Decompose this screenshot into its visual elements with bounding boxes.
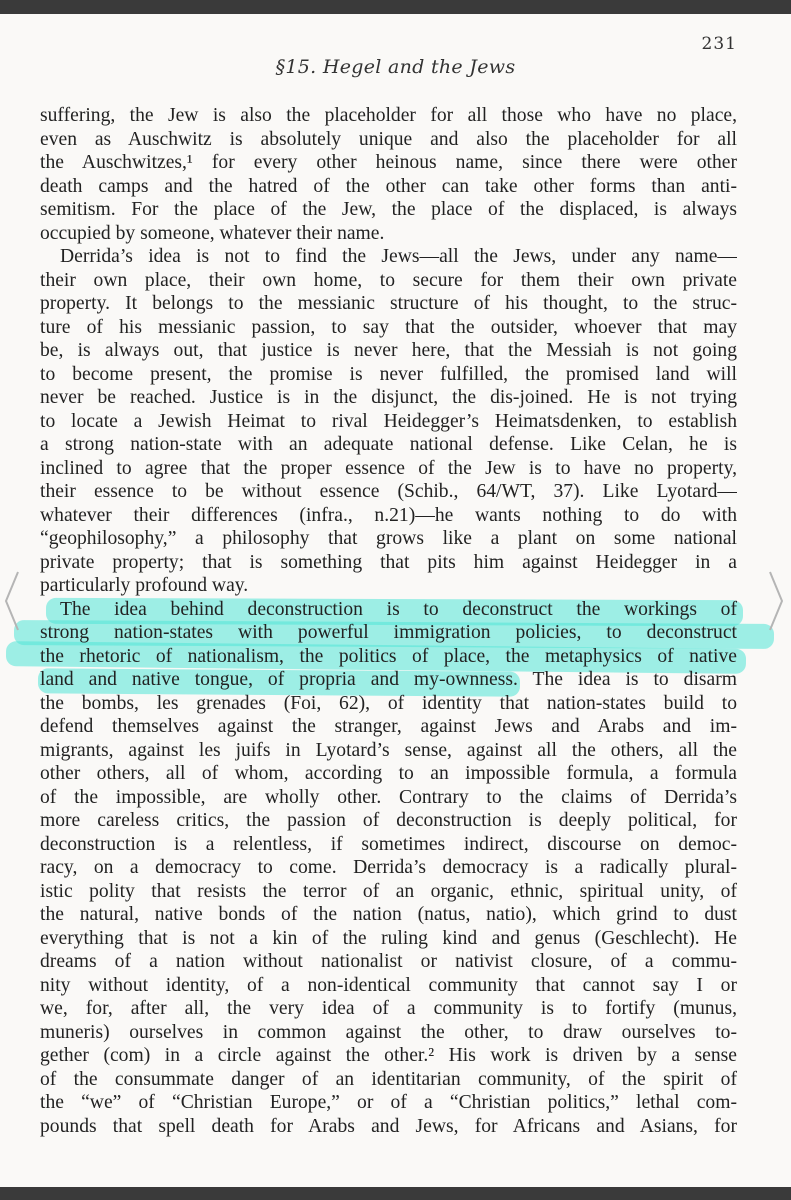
text-line: migrants, against les juifs in Lyotard’s sense, against all the others, all the (40, 739, 737, 761)
text-line: the “we” of “Christian Europe,” or of a “Christian politics,” lethal com- (40, 1092, 737, 1113)
text-line: we, for, after all, the very idea of a community is to fortify (munus, (40, 998, 737, 1019)
text-line: the Auschwitzes,¹ for every other heinous name, since there were other (40, 152, 737, 173)
text-line: istic polity that resists the terror of an organic, ethnic, spiritual unity, of (40, 880, 737, 902)
text-line: strong nation-states with powerful immigration policies, to deconstruct (40, 622, 737, 643)
text-line: “geophilosophy,” a philosophy that grows like a plant on some national (40, 528, 737, 549)
text-line: whatever their differences (infra., n.21)—he wants nothing to do with (40, 504, 737, 526)
text-line: other others, all of whom, according to an impossible formula, a formula (40, 763, 737, 784)
text-line: the natural, native bonds of the nation (natus, natio), which grind to dust (40, 904, 737, 925)
text-line: gether (com) in a circle against the other.² His work is driven by a sense (40, 1045, 737, 1066)
chevron-right-icon (762, 566, 788, 636)
text-line: of the impossible, are wholly other. Contrary to the claims of Derrida’s (40, 786, 737, 808)
text-line: particularly profound way. (40, 575, 249, 596)
text-line: property. It belongs to the messianic structure of his thought, to the struc- (40, 293, 737, 314)
text-line: death camps and the hatred of the other can take other forms than anti- (40, 175, 737, 197)
text-line: never be reached. Justice is in the disjunct, the dis-joined. He is not trying (40, 387, 737, 408)
text-line: of the consummate danger of an identitarian community, of the spirit of (40, 1068, 737, 1090)
text-line: their essence to be without essence (Schib., 64/WT, 37). Like Lyotard— (40, 481, 737, 502)
text-line: deconstruction is a relentless, if sometimes indirect, discourse on democ- (40, 833, 737, 855)
text-line: everything that is not a kin of the ruling kind and genus (Geschlecht). He (40, 927, 737, 949)
next-page-button[interactable] (762, 566, 788, 636)
page-number: 231 (701, 34, 737, 54)
text-line: to become present, the promise is never fulfilled, the promised land will (40, 363, 737, 385)
text-line: the rhetoric of nationalism, the politics of place, the metaphysics of native (40, 645, 737, 667)
text-line: land and native tongue, of propria and my-ownness. The idea is to disarm (40, 669, 737, 690)
text-line: a strong nation-state with an adequate national defense. Like Celan, he is (40, 434, 737, 455)
text-line: muneris) ourselves in common against the other, to draw ourselves to- (40, 1021, 737, 1043)
text-line: racy, on a democracy to come. Derrida’s democracy is a radically plural- (40, 857, 737, 878)
text-line: occupied by someone, whatever their name. (40, 222, 385, 244)
text-line: their own place, their own home, to secure for them their own private (40, 269, 737, 291)
text-line: the bombs, les grenades (Foi, 62), of identity that nation-states build to (40, 692, 737, 714)
chevron-left-icon (0, 566, 26, 636)
bottom-bar (0, 1187, 791, 1200)
text-line: defend themselves against the stranger, against Jews and Arabs and im- (40, 716, 737, 737)
page-body (40, 104, 737, 1138)
text-line: Derrida’s idea is not to find the Jews—all the Jews, under any name— (60, 246, 737, 267)
text-line: ture of his messianic passion, to say that the outsider, whoever that may (40, 316, 737, 338)
text-line: inclined to agree that the proper essence of the Jew is to have no property, (40, 457, 737, 479)
text-line: pounds that spell death for Arabs and Jews, for Africans and Asians, for (40, 1115, 737, 1137)
text-line: The idea behind deconstruction is to deconstruct the workings of (60, 598, 737, 620)
previous-page-button[interactable] (0, 566, 26, 636)
text-line: be, is always out, that justice is never here, that the Messiah is not going (40, 340, 737, 361)
text-line: private property; that is something that pits him against Heidegger in a (40, 551, 737, 573)
text-line: even as Auschwitz is absolutely unique and also the placeholder for all (40, 128, 737, 150)
text-line: more careless critics, the passion of deconstruction is deeply political, for (40, 810, 737, 831)
top-status-bar (0, 0, 791, 14)
running-title: §15. Hegel and the Jews (275, 56, 516, 78)
text-line: dreams of a nation without nationalist or nativist closure, of a commu- (40, 951, 737, 972)
text-line: to locate a Jewish Heimat to rival Heidegger’s Heimatsdenken, to establish (40, 410, 737, 432)
text-line: suffering, the Jew is also the placeholder for all those who have no place, (40, 105, 737, 126)
text-line: nity without identity, of a non-identical community that cannot say I or (40, 974, 737, 996)
text-line: semitism. For the place of the Jew, the place of the displaced, is always (40, 199, 737, 220)
